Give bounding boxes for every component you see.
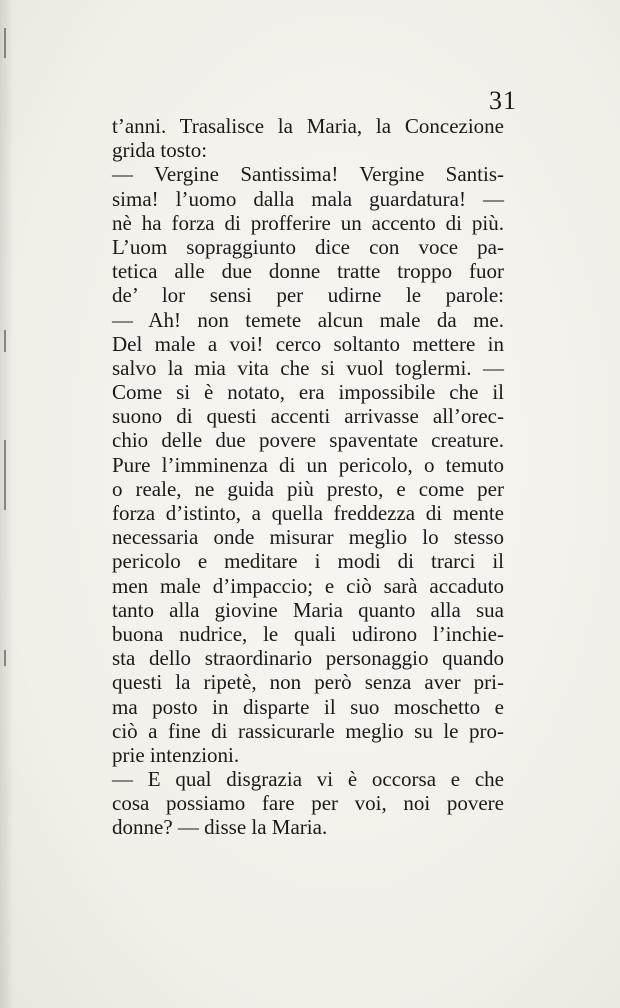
text-line: Come si è notato, era impossibile che il xyxy=(112,380,504,405)
text-line: L’uom sopraggiunto dice con voce pa- xyxy=(112,234,504,259)
margin-mark xyxy=(4,28,6,58)
text-line: pericolo e meditare i modi di trarci il xyxy=(112,549,504,574)
text-line: sta dello straordinario personaggio quando xyxy=(112,646,504,671)
text-line: de’ lor sensi per udirne le parole: xyxy=(112,283,504,308)
text-line: cosa possiamo fare per voi, noi povere xyxy=(112,791,504,816)
text-line: necessaria onde misurar meglio lo stesso xyxy=(112,525,504,550)
margin-mark xyxy=(4,330,6,352)
text-line: ma posto in disparte il suo moschetto e xyxy=(112,694,504,719)
text-line: forza d’istinto, a quella freddezza di mente xyxy=(112,501,504,525)
text-line: sima! l’uomo dalla mala guardatura! — xyxy=(112,186,504,211)
text-line: buona nudrice, le quali udirono l’inchie- xyxy=(112,621,504,646)
binding-shadow xyxy=(0,0,14,1008)
text-line: o reale, ne guida più presto, e come per xyxy=(112,476,504,501)
page-number: 31 xyxy=(489,86,517,115)
text-line: donne? — disse la Maria. xyxy=(112,815,328,840)
text-line: — Ah! non temete alcun male da me. xyxy=(112,307,504,332)
text-line: men male d’impaccio; e ciò sarà accaduto xyxy=(112,573,504,598)
text-line: prie intenzioni. xyxy=(112,742,240,767)
text-line: Pure l’imminenza di un pericolo, o temuto xyxy=(112,452,504,477)
body-text xyxy=(112,114,504,840)
text-line: nè ha forza di profferire un accento di più. xyxy=(112,210,504,235)
text-line: questi la ripetè, non però senza aver pri- xyxy=(112,670,504,695)
text-line: tanto alla giovine Maria quanto alla sua xyxy=(112,597,504,622)
text-line: suono di questi accenti arrivasse all’orec- xyxy=(112,404,504,429)
text-line: t’anni. Trasalisce la Maria, la Concezione xyxy=(112,114,504,138)
text-line: chio delle due povere spaventate creature. xyxy=(112,428,504,453)
text-line: salvo la mia vita che si vuol toglermi. — xyxy=(112,355,504,380)
margin-mark xyxy=(4,440,6,510)
margin-mark xyxy=(4,650,6,666)
text-line: ciò a fine di rassicurarle meglio su le pro- xyxy=(112,718,504,743)
text-line: grida tosto: xyxy=(112,138,208,163)
text-line: tetica alle due donne tratte troppo fuor xyxy=(112,259,504,284)
text-line: — Vergine Santissima! Vergine Santis- xyxy=(112,162,504,187)
text-line: — E qual disgrazia vi è occorsa e che xyxy=(112,767,504,792)
text-line: Del male a voi! cerco soltanto mettere in xyxy=(112,331,504,356)
